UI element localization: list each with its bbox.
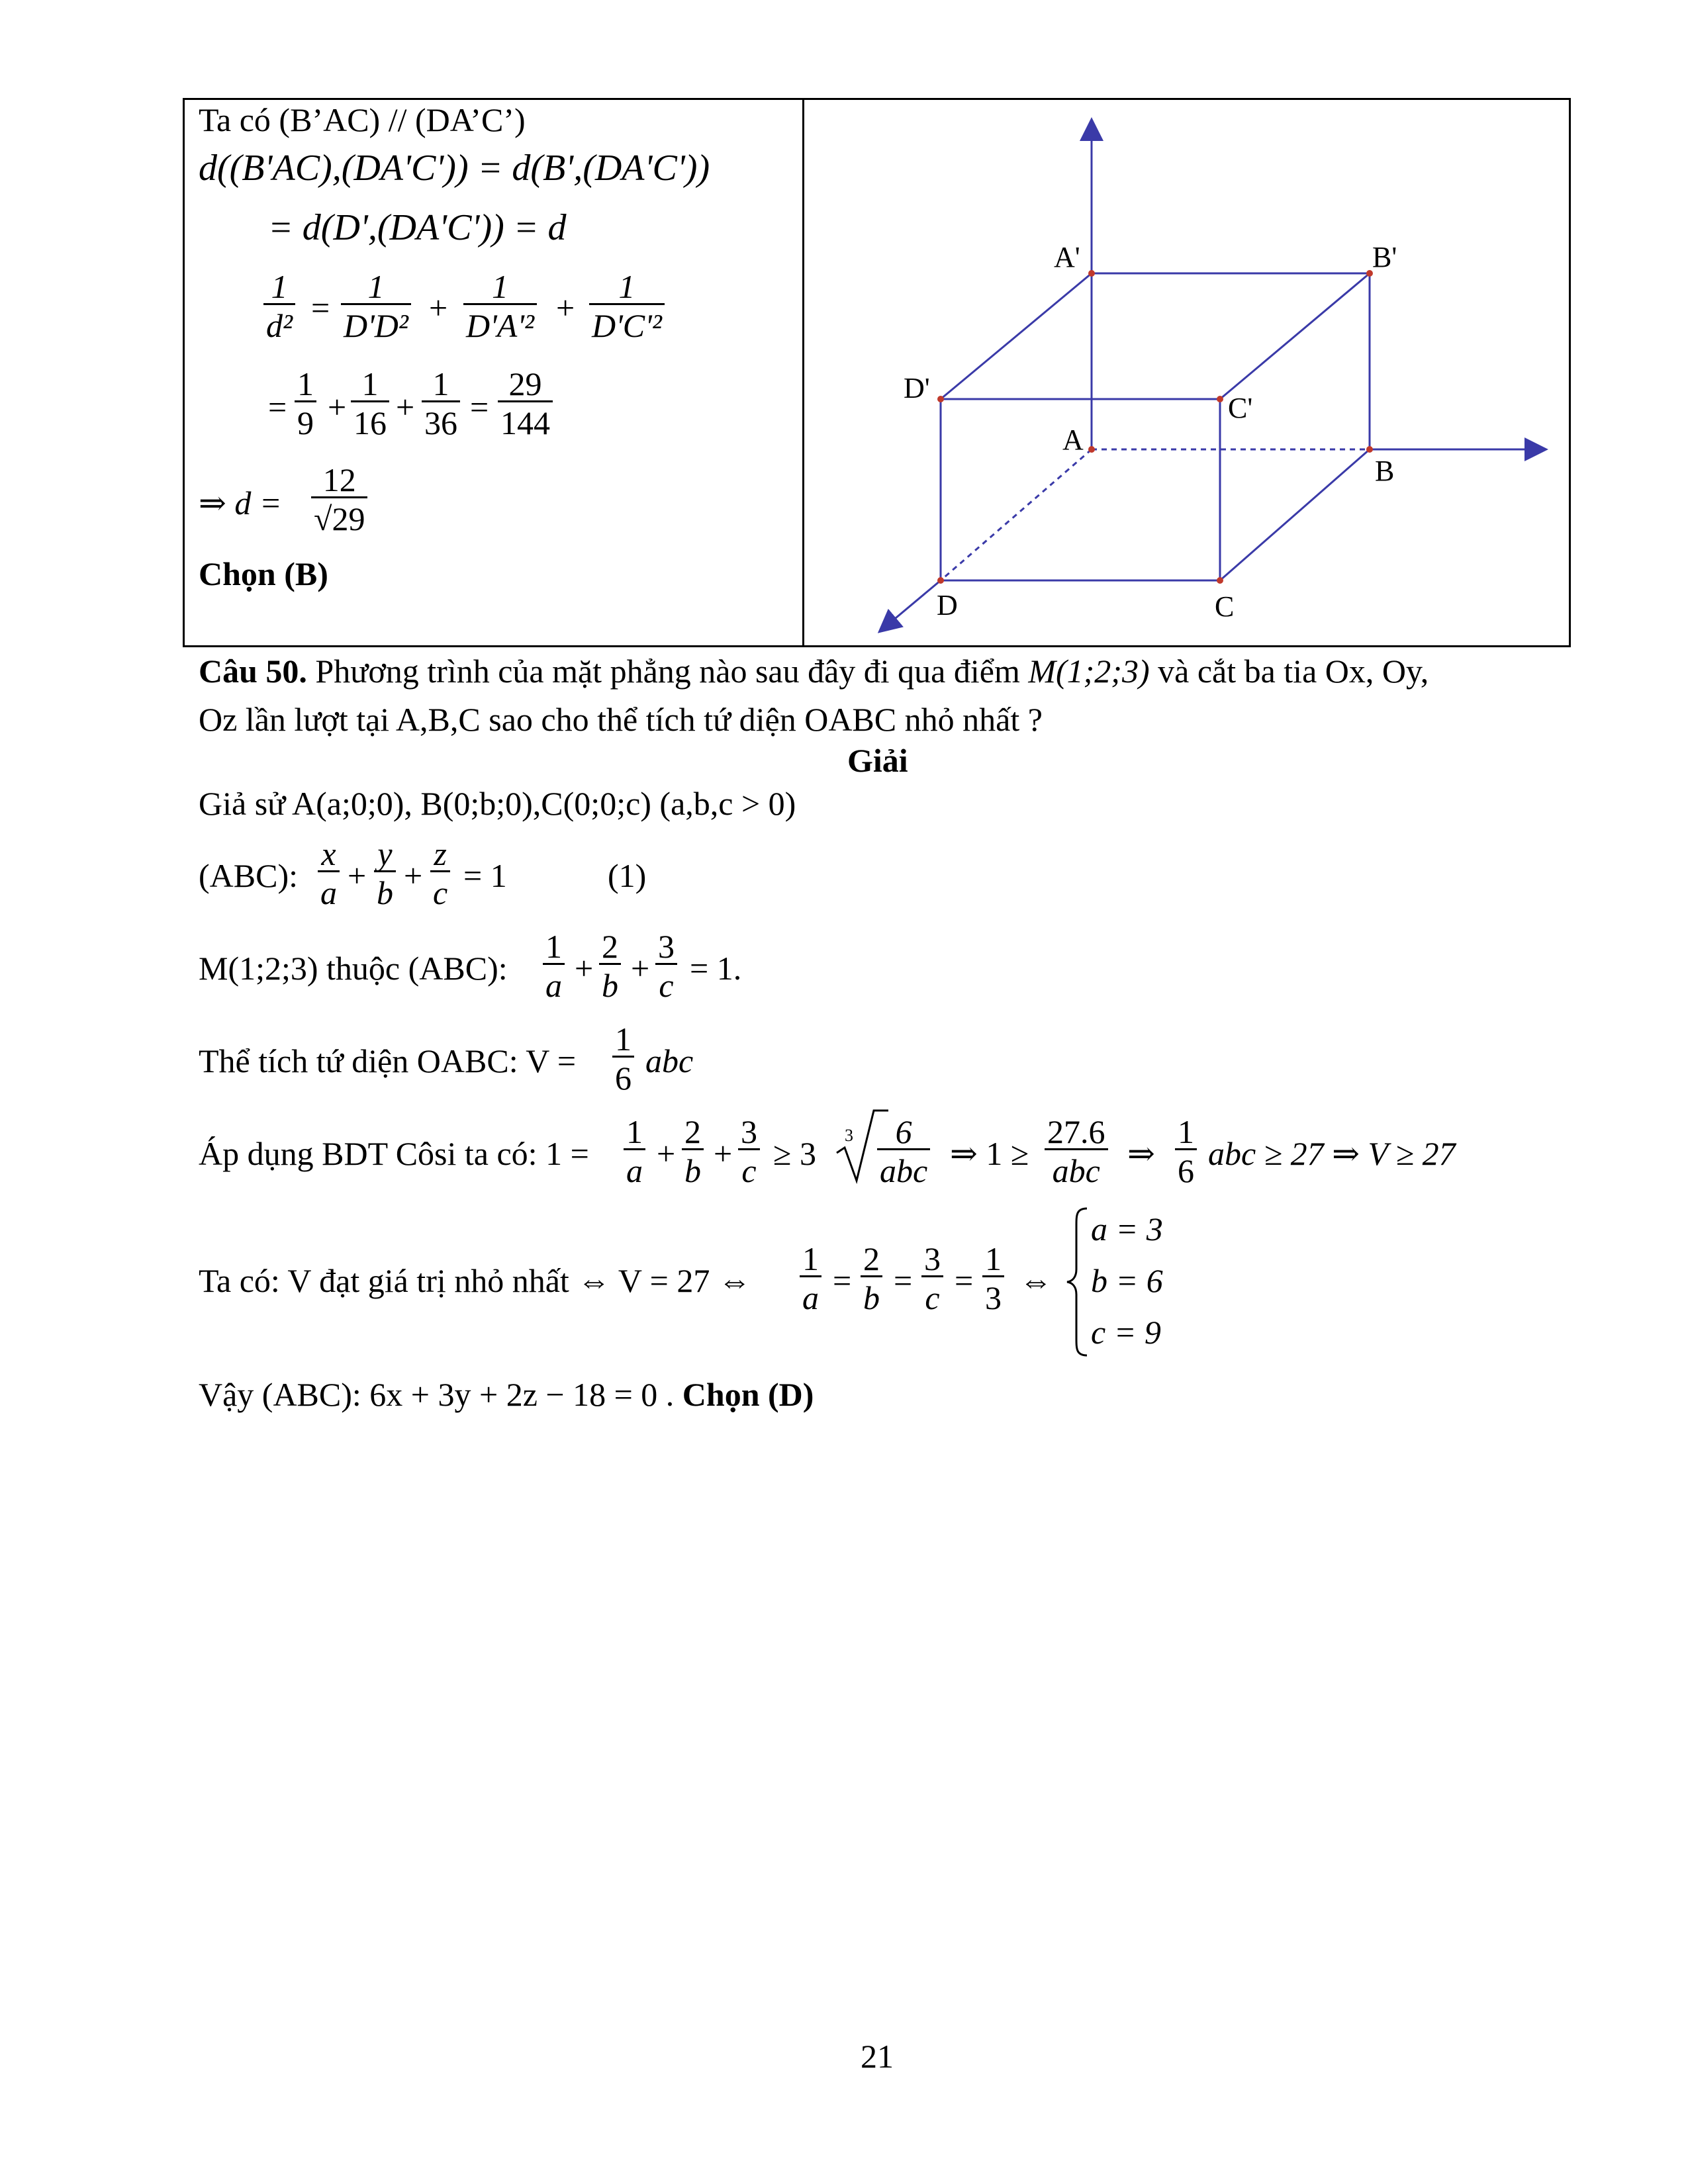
step5-plus1: + <box>657 1135 676 1172</box>
step6-eq1: = <box>833 1262 852 1299</box>
eq2-b: $\frac{1}{16}$ <box>351 367 389 439</box>
left-line-2: d((B'AC),(DA'C')) = d(B',(DA'C')) <box>199 148 710 189</box>
label-D-prime: D' <box>904 372 930 404</box>
vertex-D <box>937 577 944 584</box>
step2-tag: (1) <box>608 857 647 894</box>
step6-brace <box>1064 1206 1091 1358</box>
step6-sys-a: a = 3 <box>1091 1210 1163 1248</box>
eq3-frac: $\frac{12}{√29}$ <box>311 463 367 535</box>
eq2-result: $\frac{29}{144}$ <box>498 367 553 439</box>
step7-choice: Chọn (D) <box>682 1376 814 1413</box>
eq2-a: $\frac{1}{9}$ <box>295 367 316 439</box>
step6-eq3: = <box>955 1262 974 1299</box>
step5-label: Áp dụng BDT Côsi ta có: 1 = <box>199 1135 589 1172</box>
vertex-C-prime <box>1217 396 1223 402</box>
left-line-3: = d(D',(DA'C')) = d <box>268 207 567 248</box>
step4-frac: $\frac{1}{6}$ <box>612 1023 634 1095</box>
step6-frac-4: $\frac{1}{3}$ <box>982 1242 1004 1314</box>
eq2-equals: = <box>268 388 287 426</box>
step5-tail: abc ≥ 27 ⇒ V ≥ 27 <box>1208 1135 1456 1172</box>
step4-tail: abc <box>645 1042 694 1079</box>
x-axis <box>884 580 941 628</box>
svg-text:3: 3 <box>845 1126 853 1145</box>
step7-line <box>199 1375 814 1414</box>
step3-rhs: = 1. <box>690 950 742 987</box>
label-C-prime: C' <box>1228 392 1253 424</box>
step7-text: Vậy (ABC): 6x + 3y + 2z − 18 = 0 . <box>199 1376 675 1413</box>
cube-figure <box>804 100 1569 645</box>
vertex-A <box>1088 446 1095 453</box>
step6-eq2: = <box>894 1262 913 1299</box>
step6-label: Ta có: V đạt giá trị nhỏ nhất ⇔ V = 27 ⇔ <box>199 1262 751 1299</box>
eq1-term1: $\frac{1}{\text{D'D²}}$ <box>341 270 411 342</box>
vertex-B <box>1366 446 1373 453</box>
step5-implies-2: ⇒ <box>1127 1135 1155 1172</box>
step5-frac-sixth: $\frac{1}{6}$ <box>1175 1115 1197 1187</box>
eq2-c: $\frac{1}{36}$ <box>422 367 460 439</box>
step6-frac-2: $\frac{2}{b}$ <box>861 1242 882 1314</box>
eq2-plus1: + <box>328 388 347 426</box>
step5-plus2: + <box>714 1135 733 1172</box>
step5-implies-1: ⇒ 1 ≥ <box>950 1135 1029 1172</box>
edge-CB <box>1220 449 1370 580</box>
eq1-plus1: + <box>429 289 448 326</box>
vertex-A-prime <box>1088 270 1095 277</box>
step3-frac-1: $\frac{1}{a}$ <box>543 930 565 1002</box>
page-number: 21 <box>861 2038 894 2075</box>
step2-label: (ABC): <box>199 857 298 894</box>
step3-plus1: + <box>575 950 594 987</box>
step6-frac-3: $\frac{3}{c}$ <box>921 1242 943 1314</box>
step3-frac-2: $\frac{2}{b}$ <box>599 930 621 1002</box>
eq1-lhs: $\frac{1}{\text{d²}}$ <box>263 270 295 342</box>
step2-frac-z: $\frac{z}{c}$ <box>430 837 450 909</box>
step2-frac-y: $\frac{y}{b}$ <box>374 837 396 909</box>
eq1-plus2: + <box>556 289 575 326</box>
question-point: M(1;2;3) <box>1028 653 1150 690</box>
step5-frac-2: $\frac{2}{b}$ <box>682 1115 704 1187</box>
step5-root-frac: 6 abc <box>877 1115 930 1187</box>
step2-plus2: + <box>404 857 423 894</box>
step6-sys-c: c = 9 <box>1091 1314 1161 1351</box>
step5-frac-1: $\frac{1}{a}$ <box>624 1115 645 1187</box>
step5-geq: ≥ 3 <box>773 1135 816 1172</box>
step4-label: Thể tích tứ diện OABC: V = <box>199 1042 577 1079</box>
eq3-prefix: ⇒ d = <box>199 484 282 522</box>
step5-frac-3: $\frac{3}{c}$ <box>738 1115 760 1187</box>
eq2-equals2: = <box>470 388 489 426</box>
vertex-D-prime <box>937 396 944 402</box>
step3-plus2: + <box>631 950 650 987</box>
step5-frac-27: 27.6 abc <box>1045 1115 1108 1187</box>
step6-frac-1: $\frac{1}{a}$ <box>800 1242 821 1314</box>
label-D: D <box>937 589 958 621</box>
step3-frac-3: $\frac{3}{c}$ <box>655 930 677 1002</box>
question-text-1: Phương trình của mặt phẳng nào sau đây đi qua điểm <box>315 653 1020 690</box>
question-line-1 <box>199 652 1429 690</box>
left-line-1: Ta có (B’AC) // (DA’C’) <box>199 101 526 138</box>
edge-AD <box>941 449 1092 580</box>
step6-sys-b: b = 6 <box>1091 1262 1163 1299</box>
step2-frac-x: $\frac{x}{a}$ <box>318 837 340 909</box>
label-A-prime: A' <box>1054 241 1080 273</box>
top-face <box>941 273 1370 399</box>
eq1-term3: $\frac{1}{\text{D'C'²}}$ <box>589 270 665 342</box>
left-choice: Chọn (B) <box>199 555 328 592</box>
label-B-prime: B' <box>1372 241 1397 273</box>
question-label: Câu 50. <box>199 653 307 690</box>
label-A: A <box>1062 424 1084 456</box>
step2-rhs: = 1 <box>463 857 507 894</box>
label-C: C <box>1215 590 1235 623</box>
eq1-equals: = <box>311 289 330 326</box>
step3-label: M(1;2;3) thuộc (ABC): <box>199 950 508 987</box>
step6-iff: ⇔ <box>1019 1262 1053 1299</box>
vertex-C <box>1217 577 1223 584</box>
solution-title: Giải <box>847 742 908 779</box>
eq1-term2: $\frac{1}{\text{D'A'²}}$ <box>463 270 537 342</box>
solution-step-1: Giả sử A(a;0;0), B(0;b;0),C(0;0;c) (a,b,c > 0) <box>199 785 796 822</box>
question-line-2: Oz lần lượt tại A,B,C sao cho thể tích tứ diện OABC nhỏ nhất ? <box>199 701 1043 738</box>
label-B: B <box>1375 455 1395 487</box>
eq2-plus2: + <box>396 388 415 426</box>
step2-plus1: + <box>348 857 367 894</box>
question-text-2: và cắt ba tia Ox, Oy, <box>1158 653 1429 690</box>
